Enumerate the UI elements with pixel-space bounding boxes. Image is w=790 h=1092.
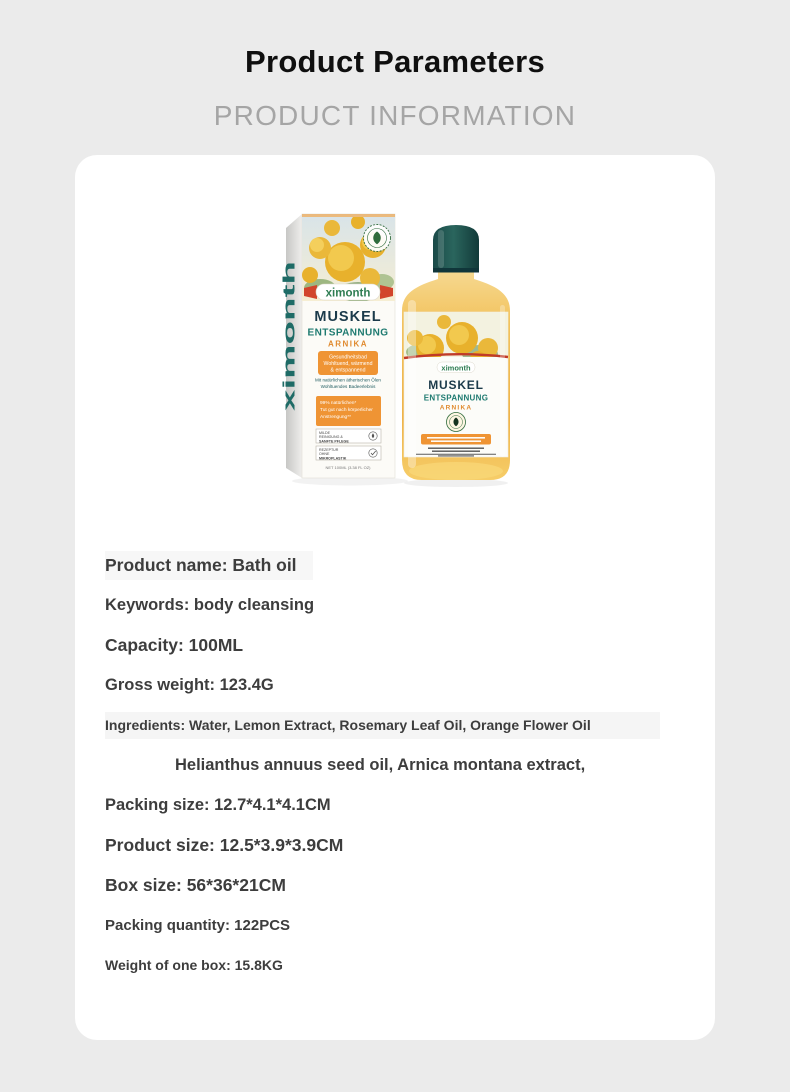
box-claim-line1: 99% natürlichen* [320,401,357,406]
bottle-title-text: MUSKEL [428,378,484,392]
spec-ingredients-continued: Helianthus annuus seed oil, Arnica montana extract, [175,755,586,774]
box-feature1 [316,429,381,443]
box-subtitle-text: ENTSPANNUNG [307,327,389,339]
box-feature2 [316,446,381,460]
product-image [270,200,520,490]
spec-packing-size: Packing size: 12.7*4.1*4.1CM [105,795,331,814]
box-top-edge [302,214,395,218]
spec-ingredients: Ingredients: Water, Lemon Extract, Rosemary Leaf Oil, Orange Flower Oil [105,705,690,745]
spec-gross-weight: Gross weight: 123.4G [105,675,274,694]
box-banner-line2: Wohltuend, wärmend [323,361,373,367]
box-note-line1: Mit natürlichen ätherischen Ölen [315,377,381,383]
box-title-text: MUSKEL [314,309,382,325]
box-feature1-line1: MILDE [319,431,330,435]
spec-product-size: Product size: 12.5*3.9*3.9CM [105,834,344,855]
box-banner-line1: Gesundheitsbad [329,354,367,361]
box-claim-line2: Tut gut nach körperlicher [320,408,373,413]
box-claim-line3: Anstrengung** [320,415,351,420]
box-feature2-line2: OHNE [319,452,330,457]
box-brand-text: ximonth [325,287,371,300]
box-feature1-line3: SANFTE PFLEGE [319,439,349,444]
bottle-orange-band [421,434,491,445]
spec-box-size: Box size: 56*36*21CM [105,874,286,895]
box-note-line2: Wohltuendes Badeerlebnis [320,384,376,389]
page-title: Product Parameters [244,44,546,79]
box-variant-text: ARNIKA [327,339,369,349]
box-illustration [280,214,396,478]
spec-packing-quantity: Packing quantity: 122PCS [105,916,291,934]
bottle-variant-text: ARNIKA [439,404,473,412]
bottle-shadow [404,479,508,487]
spec-list [105,545,690,985]
product-illustration [270,200,520,490]
box-feature1-line2: REINIGUNG & [319,435,343,440]
bottle-subtitle-text: ENTSPANNUNG [423,393,489,403]
spec-box-weight: Weight of one box: 15.8KG [105,957,283,973]
spec-capacity: Capacity: 100ML [105,634,244,655]
spec-product-name: Product name: Bath oil [105,545,690,585]
box-feature2-line1: REZEPTUR [319,448,339,452]
box-feature2-line3: MIKROPLASTIK [319,456,347,461]
box-side-brand-text: ximonth [279,344,299,411]
box-eco-badge [364,225,391,252]
box-net-text: NET 100ML (3.38 FL OZ) [325,465,371,470]
page-subtitle: PRODUCT INFORMATION [213,100,577,131]
spec-keywords: Keywords: body cleansing [105,595,315,614]
product-card [75,155,715,1040]
bottle-seal-badge [447,413,466,432]
bottle-brand-text: ximonth [441,363,471,373]
box-banner-line3: & entspannend [330,367,366,374]
bottle-illustration [402,225,510,480]
